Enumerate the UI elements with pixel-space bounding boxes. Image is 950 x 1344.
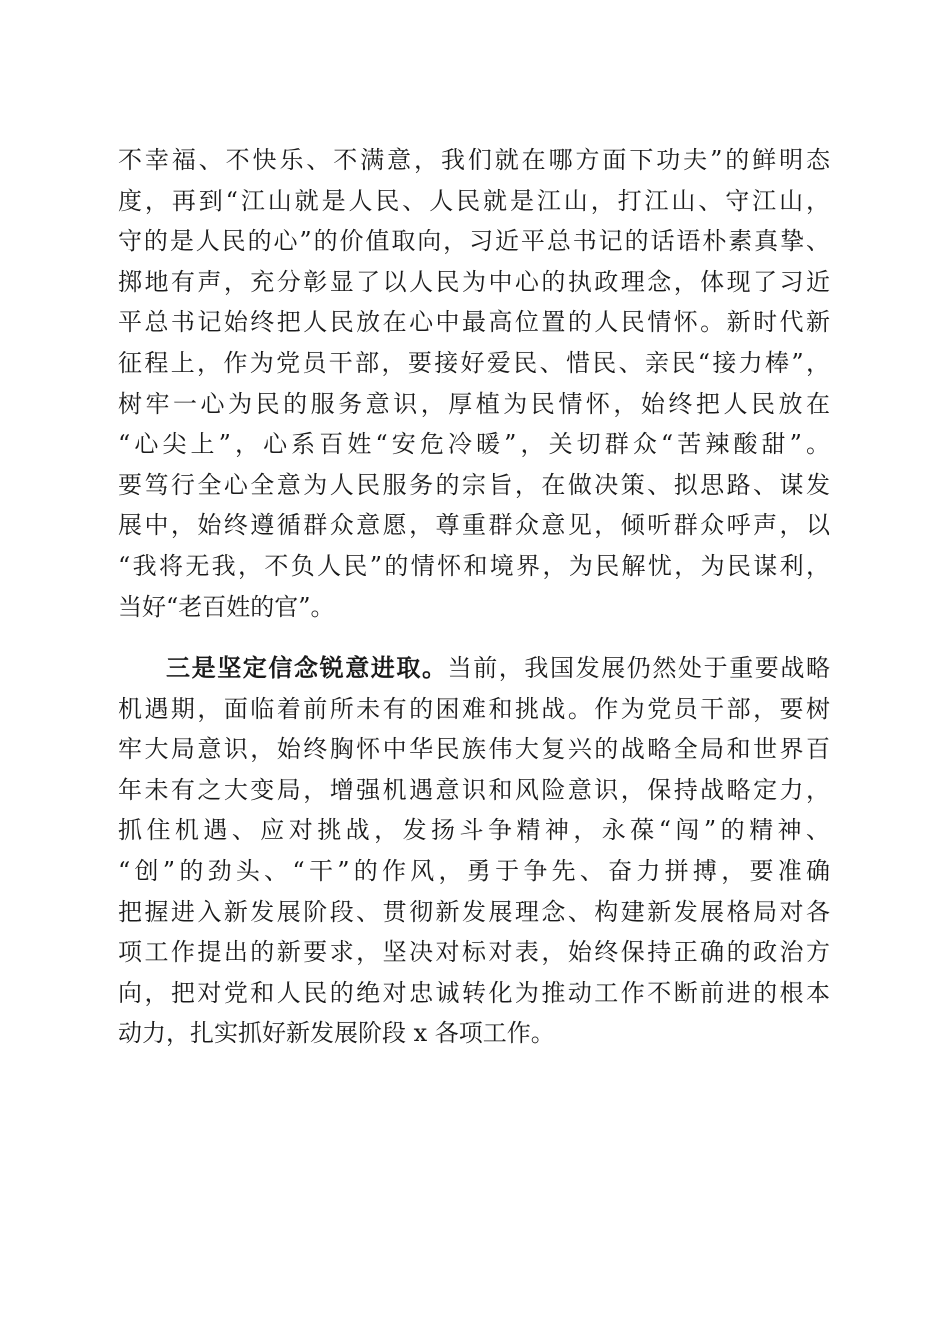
text-line: 向，把对党和人民的绝对忠诚转化为推动工作不断前进的根本 [118, 978, 830, 1007]
text-line: 动力，扎实抓好新发展阶段 x 各项工作。 [118, 1019, 555, 1048]
text-line: 度，再到“江山就是人民、人民就是江山，打江山、守江山， [118, 186, 830, 215]
text-line: 当好“老百姓的官”。 [118, 592, 335, 621]
text-line: 把握进入新发展阶段、贯彻新发展理念、构建新发展格局对各 [118, 897, 830, 926]
paragraph-first-line-text: 当前，我国发展仍然处于重要战略 [447, 654, 831, 682]
text-line: 征程上，作为党员干部，要接好爱民、惜民、亲民“接力棒”， [118, 348, 830, 377]
text-line: 牢大局意识，始终胸怀中华民族伟大复兴的战略全局和世界百 [118, 735, 830, 764]
text-line: “我将无我，不负人民”的情怀和境界，为民解忧，为民谋利， [118, 551, 830, 580]
text-line: 不幸福、不快乐、不满意，我们就在哪方面下功夫”的鲜明态 [118, 146, 830, 174]
text-line: 树牢一心为民的服务意识，厚植为民情怀，始终把人民放在 [118, 389, 830, 418]
text-line: 守的是人民的心”的价值取向，习近平总书记的话语朴素真挚、 [118, 227, 830, 256]
text-line: “创”的劲头、“干”的作风，勇于争先、奋力拼搏，要准确 [118, 856, 830, 885]
text-line: “心尖上”，心系百姓“安危冷暖”，关切群众“苦辣酸甜”。 [118, 430, 830, 459]
paragraph-three [118, 648, 830, 1054]
text-line: 展中，始终遵循群众意愿，尊重群众意见，倾听群众呼声，以 [118, 511, 830, 540]
paragraph-lead-heading: 三是坚定信念锐意进取。 [166, 653, 448, 682]
paragraph-continuation [118, 140, 830, 627]
text-line: 项工作提出的新要求，坚决对标对表，始终保持正确的政治方 [118, 938, 830, 967]
text-line: 平总书记始终把人民放在心中最高位置的人民情怀。新时代新 [118, 308, 830, 337]
text-line: 抓住机遇、应对挑战，发扬斗争精神，永葆“闯”的精神、 [118, 816, 830, 845]
text-line: 机遇期，面临着前所未有的困难和挑战。作为党员干部，要树 [118, 694, 830, 723]
paragraph-first-line [118, 648, 830, 689]
text-line: 要笃行全心全意为人民服务的宗旨，在做决策、拟思路、谋发 [118, 470, 830, 499]
text-line: 年未有之大变局，增强机遇意识和风险意识，保持战略定力， [118, 775, 830, 804]
text-line: 掷地有声，充分彰显了以人民为中心的执政理念，体现了习近 [118, 267, 830, 296]
